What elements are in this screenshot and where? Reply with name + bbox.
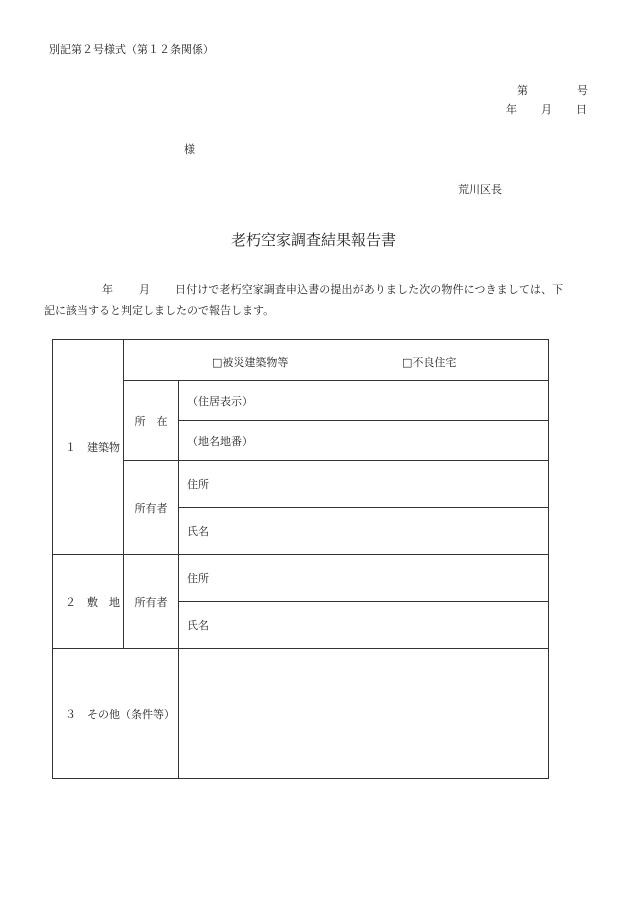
date-month: 月 [541,103,552,116]
location-label: 所 在 [124,381,179,461]
intro-text-line1: 日付けで老朽空家調査申込書の提出がありました次の物件につきましては、下 [175,283,564,296]
table-row [53,555,549,602]
building-owner-address-field[interactable]: 住所 [179,461,549,508]
intro-month: 月 [139,283,150,296]
form-number: 別記第２号様式（第１２条関係） [49,43,214,56]
table-row [53,649,549,779]
table-row [53,340,549,381]
substandard-housing-checkbox[interactable]: □不良住宅 [402,356,457,369]
building-type-cell [124,340,549,381]
site-owner-name-field[interactable]: 氏名 [179,602,549,649]
date-year: 年 [506,103,517,116]
survey-result-table [52,339,549,779]
building-owner-name-field[interactable]: 氏名 [179,508,549,555]
addressee-honorific: 様 [184,143,195,156]
building-owner-label: 所有者 [124,461,179,555]
doc-number-suffix: 号 [577,84,588,97]
date-day: 日 [576,103,587,116]
lot-number-field[interactable]: （地名地番） [179,421,549,461]
table-row [53,381,549,421]
site-owner-address-field[interactable]: 住所 [179,555,549,602]
site-owner-label: 所有者 [124,555,179,649]
building-label: １ 建築物 [53,340,124,555]
other-conditions-field[interactable] [179,649,549,779]
residential-address-field[interactable]: （住居表示） [179,381,549,421]
doc-number-prefix: 第 [517,84,528,97]
intro-year: 年 [102,283,113,296]
sender-name: 荒川区長 [458,183,502,196]
table-row [53,461,549,508]
document-title: 老朽空家調査結果報告書 [231,231,397,249]
damaged-building-checkbox[interactable]: □被災建築物等 [212,356,289,369]
other-conditions-label: ３ その他（条件等） [53,649,179,779]
site-label: ２ 敷 地 [53,555,124,649]
intro-text-line2: 記に該当すると判定しましたので報告します。 [44,304,275,317]
